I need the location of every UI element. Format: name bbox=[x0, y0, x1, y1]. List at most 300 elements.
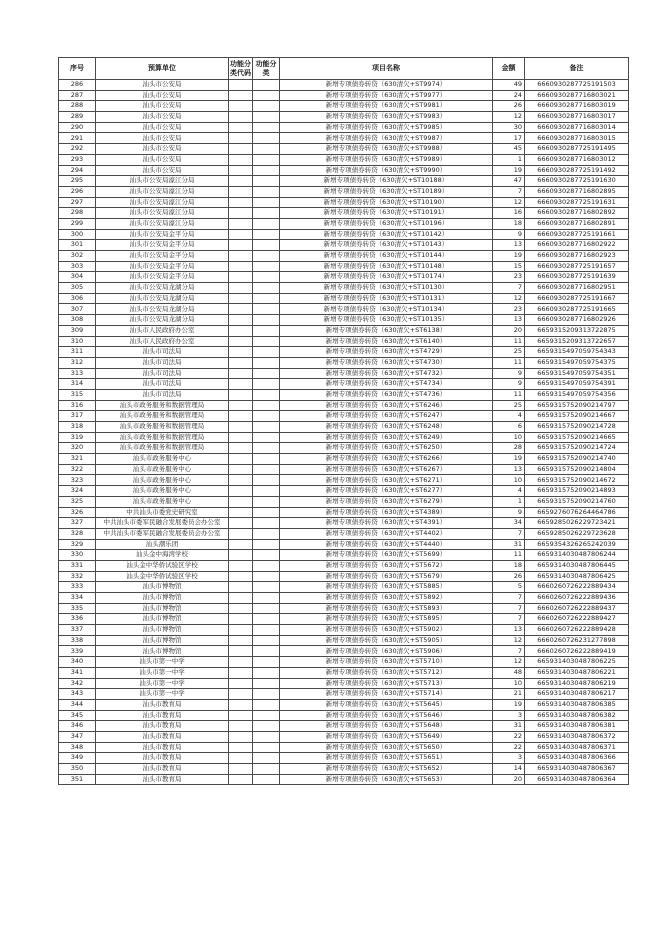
budget-unit-cell: 汕头市人民政府办公室 bbox=[96, 336, 229, 347]
table-row bbox=[59, 764, 629, 775]
func-class-code-cell bbox=[229, 678, 253, 689]
budget-unit-cell: 汕头金中海湾学校 bbox=[96, 550, 229, 561]
row-no-cell: 296 bbox=[59, 186, 96, 197]
func-class-code-cell bbox=[229, 432, 253, 443]
remark-cell: 6659315497059754356 bbox=[525, 389, 629, 400]
row-no-cell: 301 bbox=[59, 240, 96, 251]
row-no-cell: 297 bbox=[59, 197, 96, 208]
func-class-code-cell bbox=[229, 229, 253, 240]
func-class-cell bbox=[253, 411, 280, 422]
header-func-class: 功能分类 bbox=[253, 58, 280, 80]
table-row bbox=[59, 432, 629, 443]
project-name-cell: 新增专项债券转贷（630清欠+ST10143） bbox=[280, 240, 493, 251]
budget-unit-cell: 汕头市公安局濠江分局 bbox=[96, 197, 229, 208]
project-name-cell: 新增专项债券转贷（630清欠+ST9981） bbox=[280, 101, 493, 112]
func-class-code-cell bbox=[229, 710, 253, 721]
remark-cell: 6660930287725191667 bbox=[525, 293, 629, 304]
row-no-cell: 334 bbox=[59, 593, 96, 604]
budget-unit-cell: 汕头市政务服务和数据管理局 bbox=[96, 443, 229, 454]
row-no-cell: 330 bbox=[59, 550, 96, 561]
table-row bbox=[59, 710, 629, 721]
row-no-cell: 345 bbox=[59, 710, 96, 721]
budget-unit-cell: 汕头市政务服务中心 bbox=[96, 464, 229, 475]
row-no-cell: 328 bbox=[59, 528, 96, 539]
func-class-code-cell bbox=[229, 443, 253, 454]
row-no-cell: 286 bbox=[59, 80, 96, 91]
budget-unit-cell: 汕头市公安局 bbox=[96, 112, 229, 123]
func-class-code-cell bbox=[229, 122, 253, 133]
func-class-cell bbox=[253, 186, 280, 197]
func-class-cell bbox=[253, 101, 280, 112]
func-class-code-cell bbox=[229, 625, 253, 636]
func-class-cell bbox=[253, 625, 280, 636]
amount-cell: 18 bbox=[493, 218, 525, 229]
func-class-code-cell bbox=[229, 272, 253, 283]
project-name-cell: 新增专项债券转贷（630清欠+ST6266） bbox=[280, 454, 493, 465]
row-no-cell: 338 bbox=[59, 635, 96, 646]
table-row bbox=[59, 144, 629, 155]
func-class-cell bbox=[253, 689, 280, 700]
func-class-cell bbox=[253, 753, 280, 764]
func-class-code-cell bbox=[229, 304, 253, 315]
table-row bbox=[59, 379, 629, 390]
row-no-cell: 289 bbox=[59, 112, 96, 123]
budget-unit-cell: 汕头市政务服务中心 bbox=[96, 496, 229, 507]
amount-cell: 4 bbox=[493, 411, 525, 422]
table-row bbox=[59, 507, 629, 518]
budget-unit-cell: 汕头市司法局 bbox=[96, 368, 229, 379]
budget-unit-cell: 汕头市政务服务中心 bbox=[96, 475, 229, 486]
amount-cell: 12 bbox=[493, 293, 525, 304]
row-no-cell: 302 bbox=[59, 251, 96, 262]
row-no-cell: 326 bbox=[59, 507, 96, 518]
func-class-cell bbox=[253, 550, 280, 561]
row-no-cell: 329 bbox=[59, 539, 96, 550]
table-body bbox=[59, 80, 629, 785]
budget-unit-cell: 汕头市博物馆 bbox=[96, 582, 229, 593]
project-name-cell: 新增专项债券转贷（630清欠+ST5713） bbox=[280, 678, 493, 689]
row-no-cell: 323 bbox=[59, 475, 96, 486]
project-name-cell: 新增专项债券转贷（630清欠+ST10196） bbox=[280, 218, 493, 229]
project-name-cell: 新增专项债券转贷（630清欠+ST4391） bbox=[280, 518, 493, 529]
amount-cell: 25 bbox=[493, 400, 525, 411]
budget-unit-cell: 中共汕头市委军民融合发展委员会办公室 bbox=[96, 528, 229, 539]
func-class-code-cell bbox=[229, 208, 253, 219]
func-class-cell bbox=[253, 432, 280, 443]
budget-unit-cell: 汕头市公安局金平分局 bbox=[96, 272, 229, 283]
row-no-cell: 342 bbox=[59, 678, 96, 689]
table-row bbox=[59, 486, 629, 497]
table-row bbox=[59, 261, 629, 272]
budget-unit-cell: 汕头市公安局龙湖分局 bbox=[96, 283, 229, 294]
budget-unit-cell: 汕头市公安局金平分局 bbox=[96, 240, 229, 251]
budget-table bbox=[58, 57, 629, 785]
budget-unit-cell: 汕头金中华侨试验区学校 bbox=[96, 560, 229, 571]
amount-cell: 26 bbox=[493, 101, 525, 112]
row-no-cell: 294 bbox=[59, 165, 96, 176]
table-row bbox=[59, 689, 629, 700]
amount-cell: 20 bbox=[493, 325, 525, 336]
budget-unit-cell: 汕头市教育局 bbox=[96, 731, 229, 742]
remark-cell: 6660930287716802922 bbox=[525, 240, 629, 251]
project-name-cell: 新增专项债券转贷（630清欠+ST4734） bbox=[280, 379, 493, 390]
table-row bbox=[59, 539, 629, 550]
func-class-code-cell bbox=[229, 240, 253, 251]
func-class-cell bbox=[253, 154, 280, 165]
func-class-code-cell bbox=[229, 379, 253, 390]
remark-cell: 6660930287725191665 bbox=[525, 304, 629, 315]
func-class-cell bbox=[253, 667, 280, 678]
func-class-code-cell bbox=[229, 721, 253, 732]
func-class-cell bbox=[253, 764, 280, 775]
func-class-code-cell bbox=[229, 753, 253, 764]
budget-unit-cell: 中共汕头市委党史研究室 bbox=[96, 507, 229, 518]
func-class-cell bbox=[253, 122, 280, 133]
project-name-cell: 新增专项债券转贷（630清欠+ST5714） bbox=[280, 689, 493, 700]
amount-cell: 19 bbox=[493, 251, 525, 262]
row-no-cell: 290 bbox=[59, 122, 96, 133]
remark-cell: 6659315497059754351 bbox=[525, 368, 629, 379]
func-class-cell bbox=[253, 571, 280, 582]
func-class-code-cell bbox=[229, 742, 253, 753]
func-class-cell bbox=[253, 582, 280, 593]
remark-cell: 6660260726222889427 bbox=[525, 614, 629, 625]
table-row bbox=[59, 176, 629, 187]
func-class-code-cell bbox=[229, 657, 253, 668]
budget-unit-cell: 汕头市公安局金平分局 bbox=[96, 251, 229, 262]
table-row bbox=[59, 240, 629, 251]
func-class-code-cell bbox=[229, 315, 253, 326]
remark-cell: 6659315752090214728 bbox=[525, 422, 629, 433]
project-name-cell: 新增专项债券转贷（630清欠+ST5651） bbox=[280, 753, 493, 764]
table-row bbox=[59, 133, 629, 144]
project-name-cell: 新增专项债券转贷（630清欠+ST5712） bbox=[280, 667, 493, 678]
amount-cell: 5 bbox=[493, 582, 525, 593]
budget-unit-cell: 汕头市司法局 bbox=[96, 379, 229, 390]
func-class-code-cell bbox=[229, 593, 253, 604]
project-name-cell: 新增专项债券转贷（630清欠+ST9974） bbox=[280, 80, 493, 91]
remark-cell: 6660260726222889437 bbox=[525, 603, 629, 614]
func-class-code-cell bbox=[229, 80, 253, 91]
table-row bbox=[59, 122, 629, 133]
project-name-cell: 新增专项债券转贷（630清欠+ST5699） bbox=[280, 550, 493, 561]
budget-unit-cell: 汕头市教育局 bbox=[96, 764, 229, 775]
amount-cell: 15 bbox=[493, 261, 525, 272]
func-class-code-cell bbox=[229, 112, 253, 123]
project-name-cell: 新增专项债券转贷（630清欠+ST5645） bbox=[280, 699, 493, 710]
amount-cell: 6 bbox=[493, 422, 525, 433]
table-row bbox=[59, 272, 629, 283]
project-name-cell: 新增专项债券转贷（630清欠+ST6250） bbox=[280, 443, 493, 454]
row-no-cell: 317 bbox=[59, 411, 96, 422]
amount-cell: 34 bbox=[493, 518, 525, 529]
budget-unit-cell: 汕头市政务服务和数据管理局 bbox=[96, 422, 229, 433]
row-no-cell: 309 bbox=[59, 325, 96, 336]
row-no-cell: 348 bbox=[59, 742, 96, 753]
budget-unit-cell: 汕头市教育局 bbox=[96, 742, 229, 753]
budget-unit-cell: 中共汕头市委军民融合发展委员会办公室 bbox=[96, 518, 229, 529]
row-no-cell: 305 bbox=[59, 283, 96, 294]
table-row bbox=[59, 475, 629, 486]
budget-unit-cell: 汕头市公安局龙湖分局 bbox=[96, 293, 229, 304]
project-name-cell: 新增专项债券转贷（630清欠+ST4389） bbox=[280, 507, 493, 518]
remark-cell: 6659314030487806219 bbox=[525, 678, 629, 689]
func-class-cell bbox=[253, 454, 280, 465]
table-row bbox=[59, 550, 629, 561]
amount-cell: 30 bbox=[493, 122, 525, 133]
table-row bbox=[59, 208, 629, 219]
row-no-cell: 287 bbox=[59, 90, 96, 101]
func-class-code-cell bbox=[229, 101, 253, 112]
func-class-code-cell bbox=[229, 389, 253, 400]
func-class-cell bbox=[253, 389, 280, 400]
amount-cell: 22 bbox=[493, 731, 525, 742]
project-name-cell: 新增专项债券转贷（630清欠+ST6249） bbox=[280, 432, 493, 443]
func-class-cell bbox=[253, 325, 280, 336]
amount-cell: 12 bbox=[493, 197, 525, 208]
remark-cell: 6659315752090214667 bbox=[525, 411, 629, 422]
budget-unit-cell: 汕头市政务服务中心 bbox=[96, 486, 229, 497]
amount-cell: 20 bbox=[493, 774, 525, 785]
amount-cell: 13 bbox=[493, 625, 525, 636]
remark-cell: 6659314030487806381 bbox=[525, 721, 629, 732]
func-class-cell bbox=[253, 657, 280, 668]
table-row bbox=[59, 614, 629, 625]
project-name-cell: 新增专项债券转贷（630清欠+ST6246） bbox=[280, 400, 493, 411]
func-class-code-cell bbox=[229, 518, 253, 529]
func-class-cell bbox=[253, 304, 280, 315]
func-class-cell bbox=[253, 261, 280, 272]
table-row bbox=[59, 603, 629, 614]
func-class-code-cell bbox=[229, 154, 253, 165]
row-no-cell: 350 bbox=[59, 764, 96, 775]
remark-cell: 6659314030487806367 bbox=[525, 764, 629, 775]
amount-cell: 9 bbox=[493, 229, 525, 240]
project-name-cell: 新增专项债券转贷（630清欠+ST5649） bbox=[280, 731, 493, 742]
amount-cell: 12 bbox=[493, 635, 525, 646]
func-class-cell bbox=[253, 635, 280, 646]
project-name-cell: 新增专项债券转贷（630清欠+ST10189） bbox=[280, 186, 493, 197]
amount-cell: 11 bbox=[493, 550, 525, 561]
row-no-cell: 295 bbox=[59, 176, 96, 187]
project-name-cell: 新增专项债券转贷（630清欠+ST9985） bbox=[280, 122, 493, 133]
row-no-cell: 314 bbox=[59, 379, 96, 390]
func-class-cell bbox=[253, 742, 280, 753]
project-name-cell: 新增专项债券转贷（630清欠+ST5902） bbox=[280, 625, 493, 636]
row-no-cell: 347 bbox=[59, 731, 96, 742]
header-project-name: 项目名称 bbox=[280, 58, 493, 80]
row-no-cell: 332 bbox=[59, 571, 96, 582]
budget-unit-cell: 汕头金中华侨试验区学校 bbox=[96, 571, 229, 582]
table-row bbox=[59, 325, 629, 336]
func-class-code-cell bbox=[229, 528, 253, 539]
func-class-code-cell bbox=[229, 336, 253, 347]
project-name-cell: 新增专项债券转贷（630清欠+ST4736） bbox=[280, 389, 493, 400]
func-class-cell bbox=[253, 528, 280, 539]
budget-unit-cell: 汕头市公安局濠江分局 bbox=[96, 186, 229, 197]
project-name-cell: 新增专项债券转贷（630清欠+ST6277） bbox=[280, 486, 493, 497]
budget-unit-cell: 汕头市政务服务和数据管理局 bbox=[96, 400, 229, 411]
project-name-cell: 新增专项债券转贷（630清欠+ST9989） bbox=[280, 154, 493, 165]
amount-cell: 13 bbox=[493, 240, 525, 251]
amount-cell: 9 bbox=[493, 379, 525, 390]
func-class-cell bbox=[253, 443, 280, 454]
project-name-cell: 新增专项债券转贷（630清欠+ST5710） bbox=[280, 657, 493, 668]
remark-cell: 6660930287725191495 bbox=[525, 144, 629, 155]
func-class-code-cell bbox=[229, 422, 253, 433]
budget-unit-cell: 汕头市司法局 bbox=[96, 389, 229, 400]
amount-cell: 21 bbox=[493, 689, 525, 700]
table-row bbox=[59, 657, 629, 668]
func-class-code-cell bbox=[229, 251, 253, 262]
row-no-cell: 318 bbox=[59, 422, 96, 433]
remark-cell: 6659314030487806221 bbox=[525, 667, 629, 678]
remark-cell: 6659314030487806445 bbox=[525, 560, 629, 571]
func-class-cell bbox=[253, 368, 280, 379]
remark-cell: 6659315497059754343 bbox=[525, 347, 629, 358]
table-row bbox=[59, 518, 629, 529]
project-name-cell: 新增专项债券转贷（630清欠+ST5893） bbox=[280, 603, 493, 614]
remark-cell: 6660930287716802891 bbox=[525, 218, 629, 229]
func-class-code-cell bbox=[229, 731, 253, 742]
func-class-code-cell bbox=[229, 186, 253, 197]
row-no-cell: 316 bbox=[59, 400, 96, 411]
amount-cell: 9 bbox=[493, 368, 525, 379]
amount-cell: 49 bbox=[493, 80, 525, 91]
project-name-cell: 新增专项债券转贷（630清欠+ST5650） bbox=[280, 742, 493, 753]
table-row bbox=[59, 283, 629, 294]
project-name-cell: 新增专项债券转贷（630清欠+ST4732） bbox=[280, 368, 493, 379]
func-class-cell bbox=[253, 614, 280, 625]
amount-cell: 31 bbox=[493, 539, 525, 550]
func-class-cell bbox=[253, 251, 280, 262]
table-row bbox=[59, 80, 629, 91]
table-row bbox=[59, 357, 629, 368]
amount-cell: 3 bbox=[493, 710, 525, 721]
amount-cell: 31 bbox=[493, 721, 525, 732]
project-name-cell: 新增专项债券转贷（630清欠+ST10191） bbox=[280, 208, 493, 219]
func-class-code-cell bbox=[229, 486, 253, 497]
table-row bbox=[59, 197, 629, 208]
row-no-cell: 325 bbox=[59, 496, 96, 507]
budget-unit-cell: 汕头市教育局 bbox=[96, 774, 229, 785]
func-class-cell bbox=[253, 518, 280, 529]
table-row bbox=[59, 496, 629, 507]
remark-cell: 6660930287716802892 bbox=[525, 208, 629, 219]
row-no-cell: 288 bbox=[59, 101, 96, 112]
func-class-cell bbox=[253, 603, 280, 614]
budget-unit-cell: 汕头市博物馆 bbox=[96, 646, 229, 657]
amount-cell: 14 bbox=[493, 764, 525, 775]
row-no-cell: 322 bbox=[59, 464, 96, 475]
project-name-cell: 新增专项债券转贷（630清欠+ST6271） bbox=[280, 475, 493, 486]
func-class-code-cell bbox=[229, 293, 253, 304]
table-row bbox=[59, 721, 629, 732]
table-row bbox=[59, 389, 629, 400]
budget-unit-cell: 汕头市公安局 bbox=[96, 154, 229, 165]
remark-cell: 6659285026229723421 bbox=[525, 518, 629, 529]
amount-cell: 7 bbox=[493, 614, 525, 625]
func-class-code-cell bbox=[229, 197, 253, 208]
remark-cell: 6659314030487806425 bbox=[525, 571, 629, 582]
remark-cell: 6659315209313722657 bbox=[525, 336, 629, 347]
amount-cell: 1 bbox=[493, 154, 525, 165]
table-row bbox=[59, 422, 629, 433]
table-row bbox=[59, 336, 629, 347]
amount-cell: 23 bbox=[493, 272, 525, 283]
remark-cell: 6659315752090214893 bbox=[525, 486, 629, 497]
amount-cell: 12 bbox=[493, 657, 525, 668]
remark-cell: 6659285026229723628 bbox=[525, 528, 629, 539]
project-name-cell: 新增专项债券转贷（630清欠+ST6248） bbox=[280, 422, 493, 433]
budget-unit-cell: 汕头市教育局 bbox=[96, 721, 229, 732]
table-row bbox=[59, 218, 629, 229]
amount-cell: 11 bbox=[493, 357, 525, 368]
budget-unit-cell: 汕头市公安局龙湖分局 bbox=[96, 304, 229, 315]
row-no-cell: 315 bbox=[59, 389, 96, 400]
func-class-cell bbox=[253, 464, 280, 475]
table-row bbox=[59, 699, 629, 710]
header-func-class-code: 功能分类代码 bbox=[229, 58, 253, 80]
table-row bbox=[59, 186, 629, 197]
row-no-cell: 320 bbox=[59, 443, 96, 454]
table-row bbox=[59, 411, 629, 422]
remark-cell: 6660260726222889434 bbox=[525, 582, 629, 593]
project-name-cell: 新增专项债券转贷（630清欠+ST5648） bbox=[280, 721, 493, 732]
row-no-cell: 293 bbox=[59, 154, 96, 165]
project-name-cell: 新增专项债券转贷（630清欠+ST9977） bbox=[280, 90, 493, 101]
amount-cell: 11 bbox=[493, 389, 525, 400]
remark-cell: 6659276076264464786 bbox=[525, 507, 629, 518]
remark-cell: 6659314030487806225 bbox=[525, 657, 629, 668]
amount-cell: 47 bbox=[493, 176, 525, 187]
budget-unit-cell: 汕头市政务服务和数据管理局 bbox=[96, 432, 229, 443]
remark-cell: 6660930287716803019 bbox=[525, 101, 629, 112]
func-class-code-cell bbox=[229, 496, 253, 507]
remark-cell: 6659354326265242039 bbox=[525, 539, 629, 550]
func-class-cell bbox=[253, 560, 280, 571]
amount-cell: 19 bbox=[493, 165, 525, 176]
amount-cell: 11 bbox=[493, 336, 525, 347]
func-class-cell bbox=[253, 646, 280, 657]
remark-cell: 6660930287716803017 bbox=[525, 112, 629, 123]
table-row bbox=[59, 112, 629, 123]
budget-unit-cell: 汕头市第一中学 bbox=[96, 667, 229, 678]
budget-unit-cell: 汕头市人民政府办公室 bbox=[96, 325, 229, 336]
amount-cell: 9 bbox=[493, 507, 525, 518]
func-class-code-cell bbox=[229, 411, 253, 422]
project-name-cell: 新增专项债券转贷（630清欠+ST9990） bbox=[280, 165, 493, 176]
table-row bbox=[59, 464, 629, 475]
func-class-cell bbox=[253, 218, 280, 229]
table-row bbox=[59, 400, 629, 411]
func-class-cell bbox=[253, 283, 280, 294]
func-class-code-cell bbox=[229, 165, 253, 176]
remark-cell: 6660930287725191492 bbox=[525, 165, 629, 176]
row-no-cell: 351 bbox=[59, 774, 96, 785]
project-name-cell: 新增专项债券转贷（630清欠+ST10142） bbox=[280, 229, 493, 240]
budget-unit-cell: 汕头市博物馆 bbox=[96, 625, 229, 636]
project-name-cell: 新增专项债券转贷（630清欠+ST6138） bbox=[280, 325, 493, 336]
budget-unit-cell: 汕头市博物馆 bbox=[96, 614, 229, 625]
table-row bbox=[59, 90, 629, 101]
budget-unit-cell: 汕头市教育局 bbox=[96, 753, 229, 764]
func-class-code-cell bbox=[229, 667, 253, 678]
remark-cell: 6659314030487806385 bbox=[525, 699, 629, 710]
remark-cell: 6660930287716803012 bbox=[525, 154, 629, 165]
budget-unit-cell: 汕头潮乐团 bbox=[96, 539, 229, 550]
func-class-cell bbox=[253, 357, 280, 368]
